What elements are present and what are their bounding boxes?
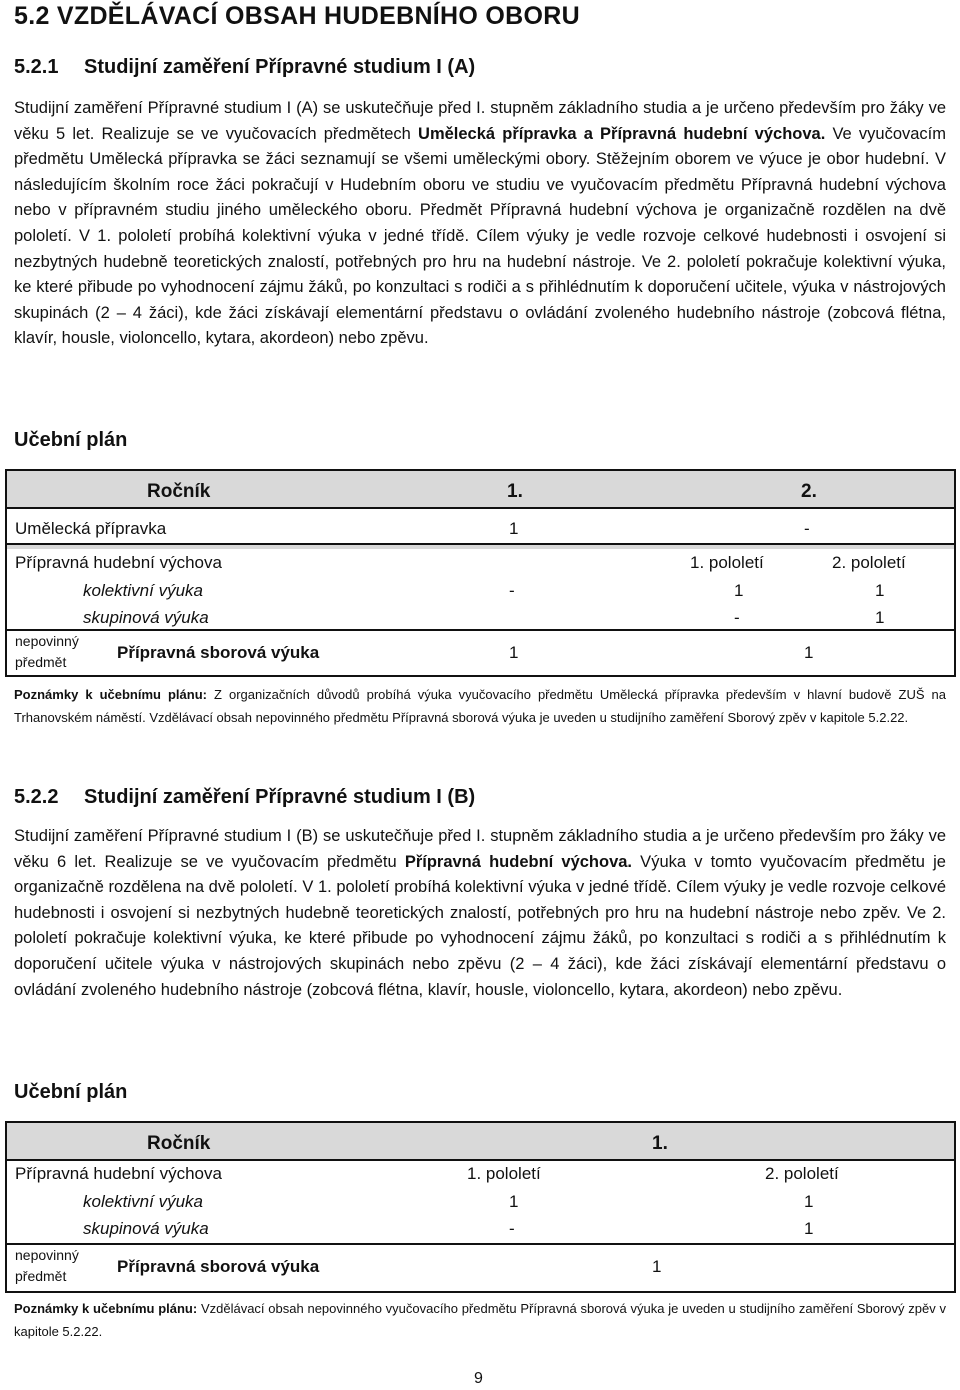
section-b-number: 5.2.2 <box>14 786 59 808</box>
section-a-description <box>14 96 946 352</box>
table-a-row-skupinova-label: skupinová výuka <box>83 608 209 627</box>
section-a-intro-text: Studijní zaměření Přípravné studium I (A) se uskutečňuje před I. stupněm základního studia a je určeno především pro žáky ve věku 5 let. Realizuje se ve vyučovacích předmětech <box>14 99 946 143</box>
section-b-intro-bold: Přípravná hudební výchova. <box>404 852 633 871</box>
section-a-intro-rest: Ve vyučovacím předmětu Umělecká přípravka se žáci seznamují se všemi uměleckými obory. Stěžejním oborem ve výuce je obor hudební. V následujícím školním roce žáci pokračují v Hudebním oboru ve studiu ve vyučovacím předmětu Přípravná hudební výchova nebo v přípravném studiu jiného uměleckého oboru. Předmět Přípravná hudební výchova je organizačně rozdělen na dvě pololetí. V 1. pololetí probíhá kolektivní výuka v jedné třídě. Cílem výuky je vedle rozvoje celkové hudebnosti i osvojení si nezbytných hudebně teoretických znalostí, potřebných pro hru na hudební nástroje. Ve 2. pololetí pokračuje kolektivní výuka, ke které přibude po vyhodnocení zájmu žáků, po konzultaci s rodiči a s přihlédnutím k doporučení učitele, výuka v nástrojových skupinách (2 – 4 žáci), kde žáci získávají elementární představu o ovládání zvoleného hudebního nástroje (zobcová flétna, klavír, housle, violoncello, kytara, akordeon) nebo zpěvu. <box>14 124 947 348</box>
table-b-row-phv-label: Přípravná hudební výchova <box>15 1164 222 1183</box>
table-a-row-umelecka-v2: - <box>804 519 810 538</box>
section-b-note <box>14 1298 946 1343</box>
table-a-header-rocnik: Ročník <box>147 481 211 502</box>
table-a-row-phv-h2: 2. pololetí <box>832 553 906 572</box>
table-b-optional-v: 1 <box>652 1257 662 1276</box>
section-a-plan-title: Učební plán <box>14 429 128 451</box>
section-b-heading <box>14 786 475 809</box>
section-a-intro-bold: Umělecká přípravka a Přípravná hudební výchova. <box>418 124 826 143</box>
section-b-note-text: Vzdělávací obsah nepovinného vyučovacího předmětu Přípravná sborová výuka je uveden u studijního zaměření Sborový zpěv v kapitole 5.2.22. <box>14 1301 946 1339</box>
table-b-row-skupinova-v2: 1 <box>804 1219 814 1238</box>
table-b-header-rocnik: Ročník <box>147 1133 211 1154</box>
section-b-note-bold: Poznámky k učebnímu plánu: <box>14 1301 198 1316</box>
section-b-title: Studijní zaměření Přípravné studium I (B) <box>84 786 476 808</box>
table-b-row-phv-h2: 2. pololetí <box>765 1164 839 1183</box>
section-b-plan-title: Učební plán <box>14 1081 128 1103</box>
table-b-row-skupinova-v1: - <box>509 1219 515 1238</box>
section-b-intro-rest: Výuka v tomto vyučovacím předmětu je organizačně rozdělena na dvě pololetí. V 1. pololetí probíhá kolektivní výuka v jedné třídě. Cílem výuky je vedle rozvoje celkové hudebnosti i osvojení si nezbytných hudebně teoretických znalostí, potřebných pro hru na hudební nástroje nebo zpěv. Ve 2. pololetí pokračuje kolektivní výuka, ke které přibude po vyhodnocení zájmu žáků, po konzultaci s rodiči a s přihlédnutím k doporučení učitele výuka v nástrojových skupinách nebo zpěvu (2 – 4 žáci), kde žáci získávají elementární představu o ovládání zvoleného hudebního nástroje (zobcová flétna, klavír, housle, violoncello, kytara, akordeon) nebo zpěvu. <box>14 852 946 999</box>
table-a-row-kolektivni-label: kolektivní výuka <box>83 581 203 600</box>
section-b-description <box>14 824 946 1003</box>
table-b-optional-name: Přípravná sborová výuka <box>117 1257 320 1276</box>
table-a-optional-v0: 1 <box>509 643 519 662</box>
table-a-row-umelecka-label: Umělecká přípravka <box>15 519 167 538</box>
section-b-intro-text: Studijní zaměření Přípravné studium I (B) se uskutečňuje před I. stupněm základního studia a je určeno především pro žáky ve věku 6 let. Realizuje se ve vyučovacím předmětu <box>14 827 946 871</box>
table-a-row-phv-h1: 1. pololetí <box>690 553 764 572</box>
table-b-optional-label-2: předmět <box>15 1268 67 1284</box>
section-b-curriculum-table <box>5 1121 956 1293</box>
table-a-optional-v1: 1 <box>804 643 814 662</box>
table-a-row-umelecka-v1: 1 <box>509 519 519 538</box>
table-b-row-kolektivni-label: kolektivní výuka <box>83 1192 203 1211</box>
table-a-row-kolektivni-v2: 1 <box>875 581 885 600</box>
table-b-row-kolektivni-v1: 1 <box>509 1192 519 1211</box>
table-a-row-skupinova-v2: 1 <box>875 608 885 627</box>
table-b-optional-label-1: nepovinný <box>15 1247 79 1263</box>
section-a-note-bold: Poznámky k učebnímu plánu: <box>14 687 207 702</box>
table-a-row-phv-label: Přípravná hudební výchova <box>15 553 222 572</box>
main-heading: 5.2 VZDĚLÁVACÍ OBSAH HUDEBNÍHO OBORU <box>14 2 580 30</box>
section-a-heading <box>14 56 475 79</box>
section-a-title: Studijní zaměření Přípravné studium I (A) <box>84 56 476 78</box>
table-b-row-kolektivni-v2: 1 <box>804 1192 814 1211</box>
table-a-header-col2: 2. <box>801 481 817 502</box>
table-a-optional-label-2: předmět <box>15 654 67 670</box>
table-a-row-kolektivni-v0: - <box>509 581 515 600</box>
table-b-optional-label <box>15 1245 79 1287</box>
table-b-row-phv-h1: 1. pololetí <box>467 1164 541 1183</box>
section-a-curriculum-table <box>5 469 956 677</box>
table-a-optional-label-1: nepovinný <box>15 633 79 649</box>
section-a-note-text: Z organizačních důvodů probíhá výuka vyučovacího předmětu Umělecká přípravka především v hlavní budově ZUŠ na Trhanovském náměstí. Vzdělávací obsah nepovinného předmětu Přípravná sborová výuka je uveden u studijního zaměření Sborový zpěv v kapitole 5.2.22. <box>14 687 946 725</box>
section-a-number: 5.2.1 <box>14 56 59 78</box>
table-b-row-skupinova-label: skupinová výuka <box>83 1219 209 1238</box>
table-a-row-kolektivni-v1: 1 <box>734 581 744 600</box>
page-number: 9 <box>474 1370 483 1387</box>
table-a-optional-name: Přípravná sborová výuka <box>117 643 320 662</box>
table-b-header-col1: 1. <box>652 1133 668 1154</box>
table-a-header-col1: 1. <box>507 481 523 502</box>
section-a-note <box>14 684 946 729</box>
table-a-row-skupinova-v1: - <box>734 608 740 627</box>
table-a-optional-label <box>15 631 79 673</box>
